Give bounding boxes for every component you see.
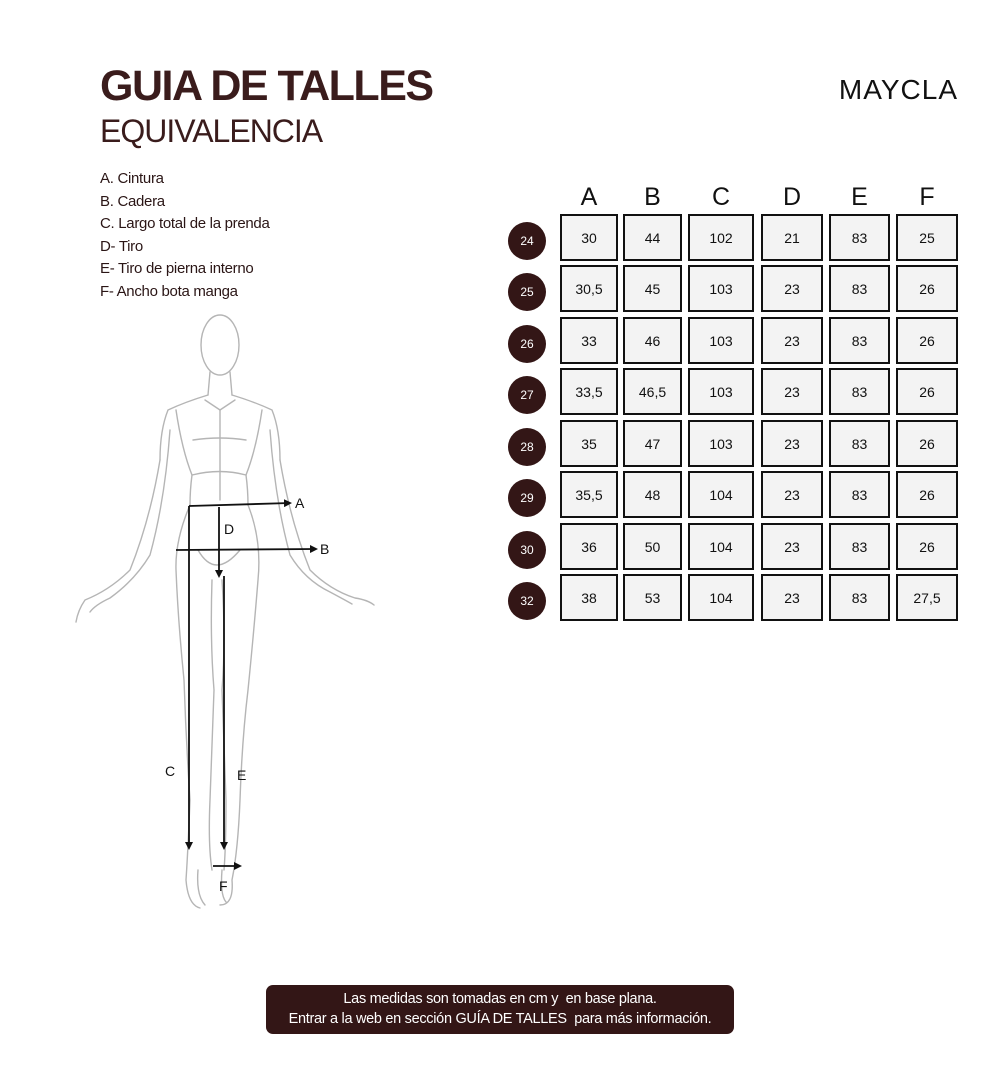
table-cell: 23 <box>761 317 823 364</box>
table-cell: 104 <box>688 523 754 570</box>
table-cell: 103 <box>688 368 754 415</box>
page-title: GUIA DE TALLES <box>100 62 433 110</box>
table-cell: 38 <box>560 574 618 621</box>
arrow-label-a: A <box>295 495 305 511</box>
table-cell: 83 <box>829 214 890 261</box>
table-cell: 47 <box>623 420 682 467</box>
table-cell: 36 <box>560 523 618 570</box>
arrow-label-d: D <box>224 521 235 537</box>
table-cell: 103 <box>688 265 754 312</box>
size-badge: 29 <box>508 479 546 517</box>
size-badge: 28 <box>508 428 546 466</box>
arrow-label-e: E <box>237 767 247 783</box>
measurement-legend <box>100 168 270 303</box>
table-cell: 30 <box>560 214 618 261</box>
table-cell: 35 <box>560 420 618 467</box>
table-cell: 46,5 <box>623 368 682 415</box>
table-cell: 33 <box>560 317 618 364</box>
arrow-label-c: C <box>165 763 176 779</box>
table-cell: 44 <box>623 214 682 261</box>
table-cell: 103 <box>688 420 754 467</box>
table-cell: 102 <box>688 214 754 261</box>
size-badge: 27 <box>508 376 546 414</box>
table-cell: 26 <box>896 471 958 518</box>
table-cell: 26 <box>896 420 958 467</box>
table-cell: 23 <box>761 368 823 415</box>
table-cell: 26 <box>896 265 958 312</box>
size-badge: 24 <box>508 222 546 260</box>
column-header-b: B <box>644 183 661 211</box>
size-badge: 30 <box>508 531 546 569</box>
footer-line-1: Las medidas son tomadas en cm y en base plana. <box>343 991 657 1007</box>
arrow-label-b: B <box>320 541 330 557</box>
column-header-d: D <box>782 183 802 211</box>
table-cell: 23 <box>761 420 823 467</box>
column-header-f: F <box>919 183 935 211</box>
legend-item-b: B. Cadera <box>100 192 165 210</box>
table-cell: 30,5 <box>560 265 618 312</box>
legend-item-e: E- Tiro de pierna interno <box>100 260 254 277</box>
table-cell: 26 <box>896 317 958 364</box>
measurement-arrows <box>176 503 316 866</box>
table-cell: 26 <box>896 523 958 570</box>
table-cell: 23 <box>761 265 823 312</box>
table-cell: 104 <box>688 471 754 518</box>
table-cell: 46 <box>623 317 682 364</box>
arrow-label-f: F <box>219 878 228 894</box>
size-badge: 25 <box>508 273 546 311</box>
table-cell: 33,5 <box>560 368 618 415</box>
table-cell: 26 <box>896 368 958 415</box>
size-badge: 32 <box>508 582 546 620</box>
table-cell: 25 <box>896 214 958 261</box>
page-subtitle: EQUIVALENCIA <box>100 113 323 149</box>
table-cell: 23 <box>761 523 823 570</box>
table-cell: 83 <box>829 471 890 518</box>
table-cell: 45 <box>623 265 682 312</box>
size-badge: 26 <box>508 325 546 363</box>
table-cell: 53 <box>623 574 682 621</box>
table-cell: 83 <box>829 420 890 467</box>
footer-note <box>266 985 734 1034</box>
table-cell: 21 <box>761 214 823 261</box>
brand-logo: MAYCLA <box>838 74 958 105</box>
table-cell: 103 <box>688 317 754 364</box>
footer-line-2: Entrar a la web en sección GUÍA DE TALLES para más información. <box>288 1011 712 1027</box>
table-cell: 23 <box>761 471 823 518</box>
column-header-e: E <box>851 183 868 211</box>
table-cell: 23 <box>761 574 823 621</box>
table-cell: 83 <box>829 265 890 312</box>
table-cell: 83 <box>829 574 890 621</box>
table-cell: 104 <box>688 574 754 621</box>
column-header-c: C <box>711 183 731 211</box>
table-cell: 83 <box>829 368 890 415</box>
legend-item-a: A. Cintura <box>100 170 164 187</box>
table-cell: 35,5 <box>560 471 618 518</box>
legend-item-f: F- Ancho bota manga <box>100 282 238 300</box>
table-cell: 48 <box>623 471 682 518</box>
table-cell: 83 <box>829 523 890 570</box>
table-cell: 27,5 <box>896 574 958 621</box>
column-header-a: A <box>580 183 598 211</box>
legend-item-c: C. Largo total de la prenda <box>100 215 270 232</box>
table-cell: 50 <box>623 523 682 570</box>
body-measurement-illustration <box>60 310 390 920</box>
table-cell: 83 <box>829 317 890 364</box>
mannequin-outline <box>76 315 374 908</box>
legend-item-d: D- Tiro <box>100 237 143 255</box>
